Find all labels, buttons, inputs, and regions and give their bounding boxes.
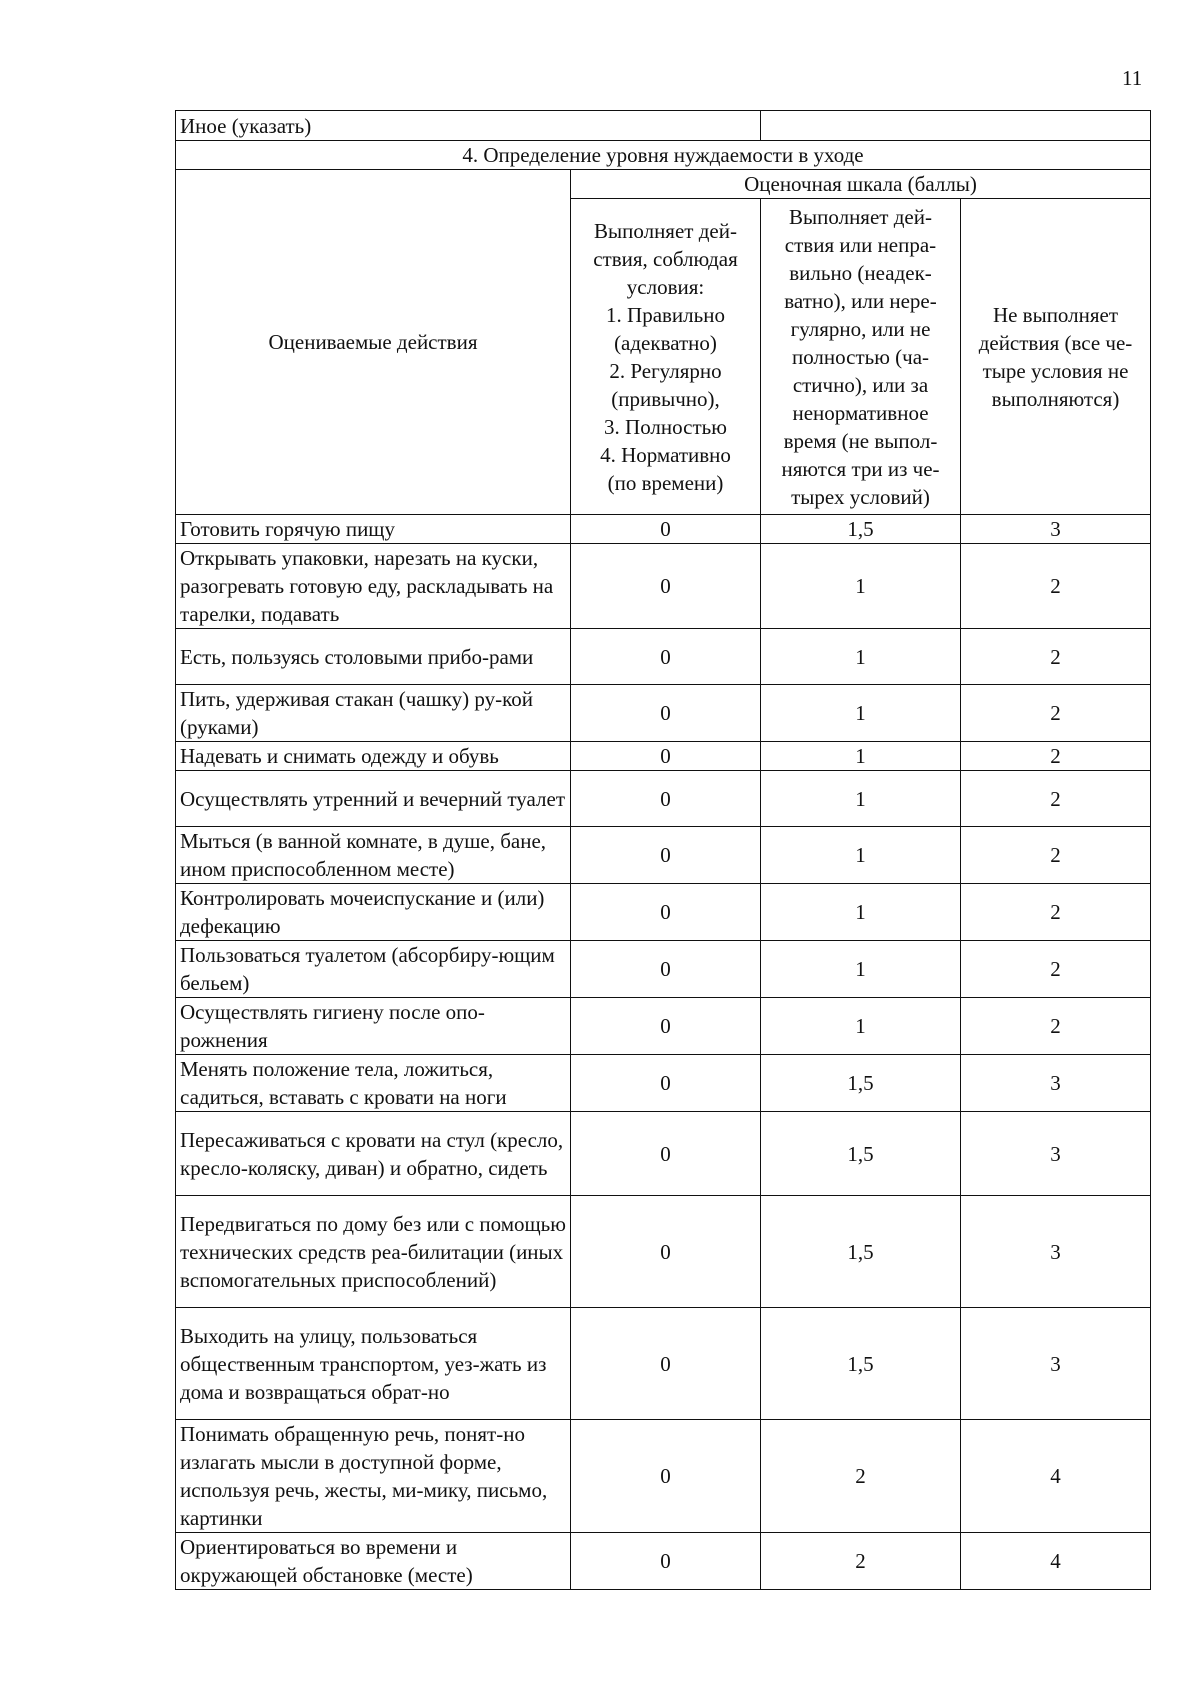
score-partial-cell: 1 [761, 742, 961, 771]
score-none-cell: 2 [961, 941, 1151, 998]
score-partial-cell: 1,5 [761, 515, 961, 544]
score-partial-cell: 2 [761, 1533, 961, 1590]
score-partial-cell: 1,5 [761, 1055, 961, 1112]
score-partial-cell: 1 [761, 827, 961, 884]
score-full-cell: 0 [571, 827, 761, 884]
score-none-cell: 3 [961, 515, 1151, 544]
action-cell: Менять положение тела, ложиться, садиться, вставать с кровати на ноги [176, 1055, 571, 1112]
score-full-cell: 0 [571, 1055, 761, 1112]
score-none-cell: 2 [961, 998, 1151, 1055]
score-partial-cell: 1 [761, 998, 961, 1055]
table-row [176, 998, 1151, 1055]
score-none-cell: 2 [961, 685, 1151, 742]
score-partial-cell: 1 [761, 884, 961, 941]
score-full-cell: 0 [571, 771, 761, 827]
score-none-cell: 2 [961, 884, 1151, 941]
score-none-cell: 3 [961, 1055, 1151, 1112]
score-none-cell: 2 [961, 544, 1151, 629]
action-cell: Есть, пользуясь столовыми прибо-рами [176, 629, 571, 685]
actions-header: Оцениваемые действия [176, 170, 571, 515]
score-partial-cell: 2 [761, 1420, 961, 1533]
score-none-cell: 2 [961, 827, 1151, 884]
score-none-cell: 4 [961, 1420, 1151, 1533]
table-row [176, 515, 1151, 544]
score-none-cell: 2 [961, 742, 1151, 771]
other-label: Иное (указать) [176, 111, 761, 141]
score-partial-cell: 1 [761, 629, 961, 685]
action-cell: Осуществлять утренний и вечерний туалет [176, 771, 571, 827]
score-none-cell: 3 [961, 1112, 1151, 1196]
score-none-cell: 3 [961, 1308, 1151, 1420]
score-full-cell: 0 [571, 544, 761, 629]
score-partial-cell: 1 [761, 771, 961, 827]
other-value [761, 111, 1151, 141]
table-row [176, 544, 1151, 629]
score-full-cell: 0 [571, 1196, 761, 1308]
column-header-partial: Выполняет дей- ствия или непра- вильно (неадек- ватно), или нере- гулярно, или не полностью (ча- стично), или за ненормативное время (не выпол- няются три из че- тырех условий) [761, 199, 961, 515]
score-partial-cell: 1 [761, 941, 961, 998]
score-full-cell: 0 [571, 1308, 761, 1420]
table-row [176, 1055, 1151, 1112]
action-cell: Пересаживаться с кровати на стул (кресло, кресло-коляску, диван) и обратно, сидеть [176, 1112, 571, 1196]
scale-header: Оценочная шкала (баллы) [571, 170, 1151, 199]
score-partial-cell: 1,5 [761, 1196, 961, 1308]
table-row [176, 1112, 1151, 1196]
score-full-cell: 0 [571, 629, 761, 685]
table-row [176, 1308, 1151, 1420]
action-cell: Пользоваться туалетом (абсорбиру-ющим бельем) [176, 941, 571, 998]
score-partial-cell: 1,5 [761, 1112, 961, 1196]
action-cell: Понимать обращенную речь, понят-но излагать мысли в доступной форме, используя речь, жесты, ми-мику, письмо, картинки [176, 1420, 571, 1533]
action-cell: Выходить на улицу, пользоваться общественным транспортом, уез-жать из дома и возвращаться обрат-но [176, 1308, 571, 1420]
action-cell: Ориентироваться во времени и окружающей обстановке (месте) [176, 1533, 571, 1590]
table-row [176, 742, 1151, 771]
table-row [176, 1196, 1151, 1308]
section-title-row [176, 141, 1151, 170]
score-full-cell: 0 [571, 515, 761, 544]
action-cell: Мыться (в ванной комнате, в душе, бане, ином приспособленном месте) [176, 827, 571, 884]
table-row [176, 771, 1151, 827]
header-row [176, 170, 1151, 199]
page-number: 11 [1122, 66, 1143, 90]
score-full-cell: 0 [571, 1533, 761, 1590]
score-none-cell: 2 [961, 629, 1151, 685]
action-cell: Осуществлять гигиену после опо-рожнения [176, 998, 571, 1055]
other-row [176, 111, 1151, 141]
action-cell: Открывать упаковки, нарезать на куски, разогревать готовую еду, раскладывать на тарелки, подавать [176, 544, 571, 629]
table-row [176, 1420, 1151, 1533]
score-none-cell: 3 [961, 1196, 1151, 1308]
needs-assessment-table [175, 110, 1151, 1590]
score-full-cell: 0 [571, 998, 761, 1055]
score-full-cell: 0 [571, 884, 761, 941]
table-row [176, 941, 1151, 998]
score-partial-cell: 1 [761, 685, 961, 742]
table-row [176, 884, 1151, 941]
score-full-cell: 0 [571, 742, 761, 771]
action-cell: Контролировать мочеиспускание и (или) дефекацию [176, 884, 571, 941]
section-title: 4. Определение уровня нуждаемости в уходе [176, 141, 1151, 170]
score-full-cell: 0 [571, 1420, 761, 1533]
action-cell: Надевать и снимать одежду и обувь [176, 742, 571, 771]
score-none-cell: 2 [961, 771, 1151, 827]
table-row [176, 685, 1151, 742]
column-header-none: Не выполняет действия (все че- тыре условия не выполняются) [961, 199, 1151, 515]
score-partial-cell: 1 [761, 544, 961, 629]
table-row [176, 1533, 1151, 1590]
action-cell: Пить, удерживая стакан (чашку) ру-кой (руками) [176, 685, 571, 742]
score-full-cell: 0 [571, 685, 761, 742]
score-full-cell: 0 [571, 941, 761, 998]
score-partial-cell: 1,5 [761, 1308, 961, 1420]
score-full-cell: 0 [571, 1112, 761, 1196]
column-header-full: Выполняет дей- ствия, соблюдая условия: 1. Правильно (адекватно) 2. Регулярно (привычно), 3. Полностью 4. Нормативно (по времени) [571, 199, 761, 515]
score-none-cell: 4 [961, 1533, 1151, 1590]
table-row [176, 827, 1151, 884]
action-cell: Готовить горячую пищу [176, 515, 571, 544]
action-cell: Передвигаться по дому без или с помощью технических средств реа-билитации (иных вспомогательных приспособлений) [176, 1196, 571, 1308]
table-row [176, 629, 1151, 685]
